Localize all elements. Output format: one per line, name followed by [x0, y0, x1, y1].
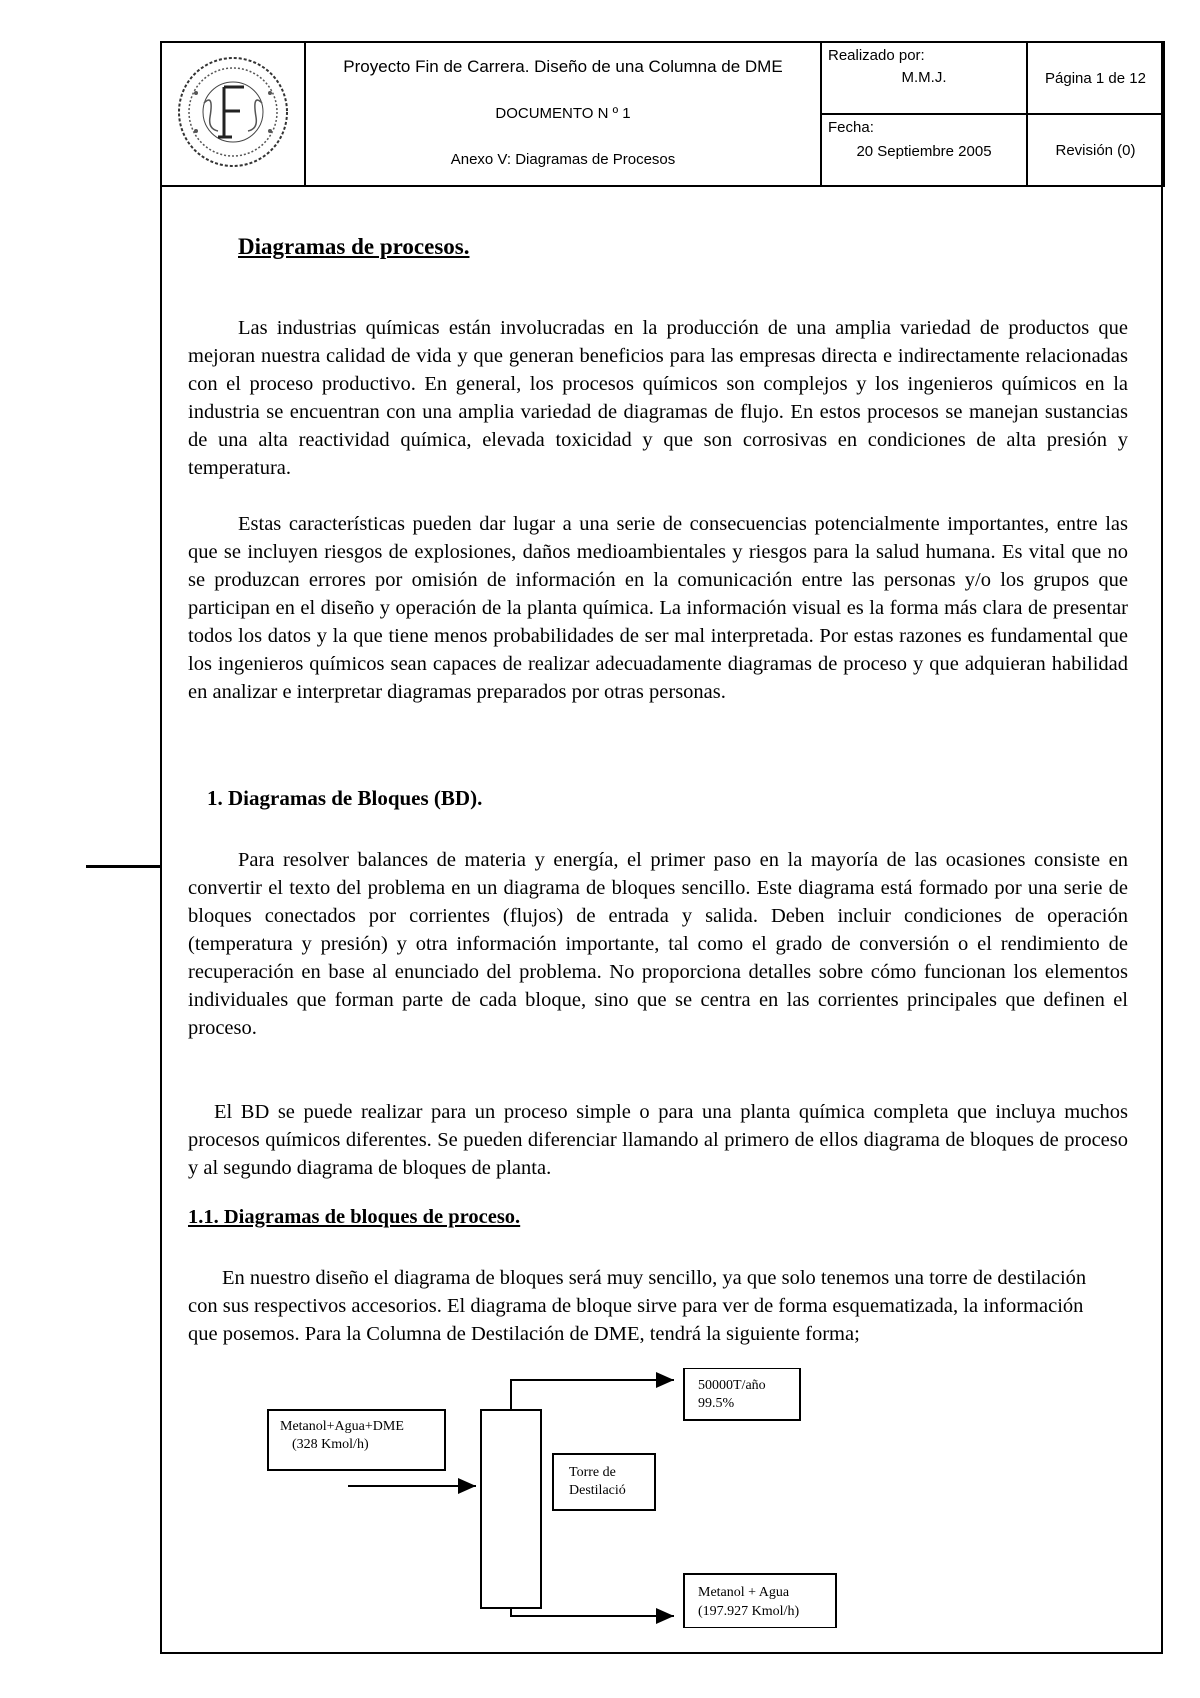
annex-title: Anexo V: Diagramas de Procesos	[450, 151, 676, 168]
bottom-product-label-2: (197.927 Kmol/h)	[698, 1604, 800, 1619]
paragraph-bd-types	[188, 1098, 1128, 1182]
university-seal	[161, 42, 305, 186]
author-value: M.M.J.	[901, 69, 947, 86]
feed-box	[268, 1410, 445, 1470]
paragraph-intro	[188, 314, 1128, 482]
seal-icon	[174, 53, 292, 171]
bottom-product-label-1: Metanol + Agua	[698, 1585, 790, 1600]
document-number: DOCUMENTO N º 1	[495, 105, 631, 122]
top-product-arrow	[511, 1380, 674, 1410]
bottom-product-box	[684, 1574, 836, 1628]
top-product-label-2: 99.5%	[698, 1396, 735, 1411]
feed-label-1: Metanol+Agua+DME	[280, 1419, 404, 1434]
revision: Revisión (0)	[1027, 114, 1164, 186]
paragraph-bd-types-text: El BD se puede realizar para un proceso simple o para una planta química completa que incluya muchos procesos químicos diferentes. Se pueden diferenciar llamando al primero de ellos diagrama de bloques de proceso y al segundo diagrama de bloques de planta.	[188, 1101, 1128, 1179]
column-label-2: Destilació	[569, 1483, 626, 1498]
top-product-label-1: 50000T/año	[698, 1378, 766, 1393]
date-cell	[821, 114, 1027, 186]
paragraph-block-diagram	[188, 846, 1128, 1042]
paragraph-consequences	[188, 510, 1128, 706]
margin-mark	[86, 865, 160, 868]
author-label: Realizado por:	[828, 47, 925, 64]
section-heading: 1. Diagramas de Bloques (BD).	[207, 786, 483, 810]
paragraph-block-diagram-text: Para resolver balances de materia y energía, el primer paso en la mayoría de las ocasiones consiste en convertir el texto del problema en un diagrama de bloques sencillo. Este diagrama está formado por una serie de bloques conectados por corrientes (flujos) de entrada y salida. Deben incluir condiciones de operación (temperatura y presión) y otra información importante, tal como el grado de conversión o el rendimiento de recuperación en base al enunciado del problema. No proporciona detalles sobre cómo funcionan los elementos individuales que forman parte de cada bloque, sino que se centra en las corrientes principales que definen el proceso.	[188, 849, 1128, 1039]
paragraph-intro-text: Las industrias químicas están involucradas en la producción de una amplia variedad de productos que mejoran nuestra calidad de vida y que generan beneficios para las empresas directa e indirectamente relacionadas con el proceso productivo. En general, los procesos químicos son complejos y los ingenieros químicos en la industria se encuentran con una amplia variedad de diagramas de flujo. En estos procesos se manejan sustancias de una alta reactividad química, elevada toxicidad y que son corrosivas en condiciones de alta presión y temperatura.	[188, 317, 1128, 479]
bottom-product-arrow	[511, 1608, 674, 1616]
feed-label-2: (328 Kmol/h)	[292, 1437, 369, 1452]
paragraph-our-design-text: En nuestro diseño el diagrama de bloques será muy sencillo, ya que solo tenemos una torre de destilación con sus respectivos accesorios. El diagrama de bloque sirve para ver de forma esquematizada, la información que posemos. Para la Columna de Destilación de DME, tendrá la siguiente forma;	[188, 1267, 1087, 1345]
subsection-heading: 1.1. Diagramas de bloques de proceso.	[188, 1206, 521, 1228]
page-number: Página 1 de 12	[1027, 42, 1164, 114]
column-label-1: Torre de	[569, 1465, 616, 1480]
date-label: Fecha:	[828, 119, 874, 136]
column-label-box	[553, 1454, 655, 1510]
project-info-cell	[305, 42, 821, 186]
distillation-column	[481, 1410, 541, 1608]
author-cell	[821, 42, 1027, 114]
paragraph-our-design	[188, 1264, 1108, 1348]
top-product-box	[684, 1368, 800, 1420]
process-block-diagram	[260, 1368, 860, 1628]
project-title: Proyecto Fin de Carrera. Diseño de una Columna de DME	[343, 57, 783, 76]
date-value: 20 Septiembre 2005	[856, 143, 992, 160]
document-header	[160, 41, 1165, 187]
paragraph-consequences-text: Estas características pueden dar lugar a una serie de consecuencias potencialmente importantes, entre las que se incluyen riesgos de explosiones, daños medioambientales y riesgos para la salud humana. Es vital que no se produzcan errores por omisión de información en la comunicación entre las personas y/o los grupos que participan en el diseño y operación de la planta química. La información visual es la forma más clara de presentar todos los datos y la que tiene menos probabilidades de ser mal interpretada. Por estas razones es fundamental que los ingenieros químicos sean capaces de realizar adecuadamente diagramas de proceso y que adquieran habilidad en analizar e interpretar diagramas preparados por otras personas.	[188, 513, 1128, 703]
page-title: Diagramas de procesos.	[238, 234, 470, 259]
